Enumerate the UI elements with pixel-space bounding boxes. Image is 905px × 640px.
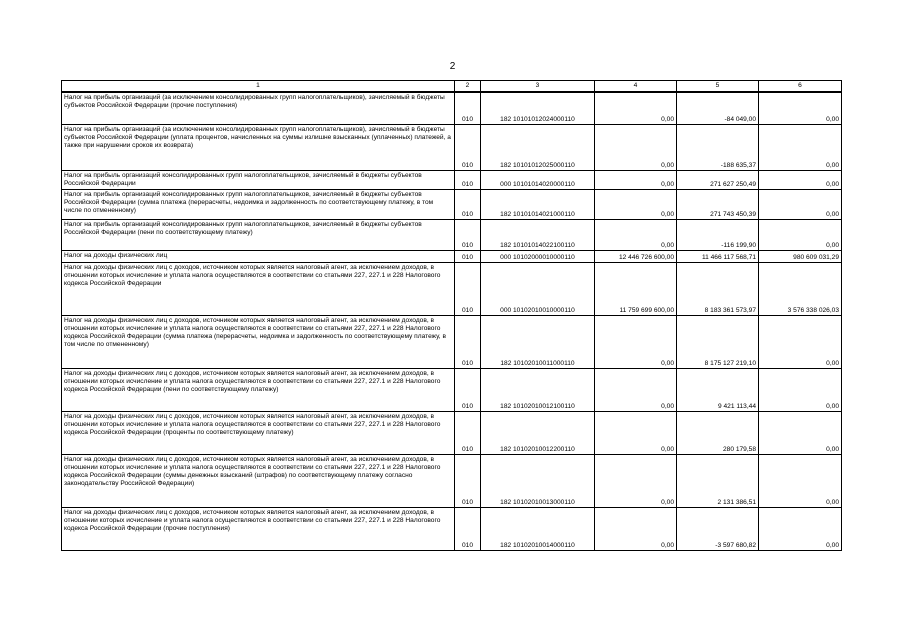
row-value-col4: 12 446 726 600,00 <box>595 250 677 262</box>
row-value-col4: 0,00 <box>595 219 677 250</box>
row-value-col5: 8 183 361 573,97 <box>677 262 759 315</box>
row-line-code: 010 <box>455 454 481 507</box>
column-header: 6 <box>759 81 842 93</box>
table-row <box>62 170 842 189</box>
row-value-col5: 8 175 127 219,10 <box>677 315 759 368</box>
row-value-col6: 3 576 338 026,03 <box>759 262 842 315</box>
column-header: 4 <box>595 81 677 93</box>
table-row <box>62 315 842 368</box>
row-name: Налог на прибыль организаций (за исключением консолидированных групп налогоплательщиков), зачисляемый в бюджеты субъектов Российской Федерации (уплата процентов, начисленных на суммы излишне взысканных (уплаченных) платежей, а также при нарушении сроков их возврата) <box>62 124 455 170</box>
row-budget-code: 000 10102000010000110 <box>481 250 595 262</box>
row-name: Налог на доходы физических лиц <box>62 250 455 262</box>
row-line-code: 010 <box>455 411 481 454</box>
row-budget-code: 182 10101012024000110 <box>481 92 595 124</box>
row-value-col4: 0,00 <box>595 92 677 124</box>
column-header: 3 <box>481 81 595 93</box>
row-line-code: 010 <box>455 124 481 170</box>
row-value-col5: 280 179,58 <box>677 411 759 454</box>
row-value-col6: 0,00 <box>759 92 842 124</box>
row-name: Налог на доходы физических лиц с доходов, источником которых является налоговый агент, за исключением доходов, в отношении которых исчисление и уплата налога осуществляются в соответствии со статьями 227, 227.1 и 228 Налогового кодекса Российской Федерации (пени по соответствующему платежу) <box>62 368 455 411</box>
table-row <box>62 507 842 550</box>
row-value-col4: 0,00 <box>595 454 677 507</box>
row-value-col5: 2 131 386,51 <box>677 454 759 507</box>
row-line-code: 010 <box>455 250 481 262</box>
row-value-col6: 0,00 <box>759 124 842 170</box>
table-row <box>62 368 842 411</box>
row-name: Налог на доходы физических лиц с доходов, источником которых является налоговый агент, за исключением доходов, в отношении которых исчисление и уплата налога осуществляются в соответствии со статьями 227, 227.1 и 228 Налогового кодекса Российской Федерации (сумма платежа (перерасчеты, недоимка и задолженность по соответствующему платежу, в том числе по отмененному) <box>62 315 455 368</box>
row-value-col6: 0,00 <box>759 411 842 454</box>
row-name: Налог на прибыль организаций консолидированных групп налогоплательщиков, зачисляемый в бюджеты субъектов Российской Федерации (пени по соответствующему платежу) <box>62 219 455 250</box>
column-header: 1 <box>62 81 455 93</box>
column-header: 5 <box>677 81 759 93</box>
table-row <box>62 262 842 315</box>
row-name: Налог на прибыль организаций консолидированных групп налогоплательщиков, зачисляемый в бюджеты субъектов Российской Федерации (сумма платежа (перерасчеты, недоимка и задолженность по соответствующему платежу, в том числе по отмененному) <box>62 189 455 219</box>
row-budget-code: 182 10101014021000110 <box>481 189 595 219</box>
row-budget-code: 182 10102010013000110 <box>481 454 595 507</box>
row-budget-code: 182 10101012025000110 <box>481 124 595 170</box>
row-value-col5: 271 627 250,49 <box>677 170 759 189</box>
table-row <box>62 454 842 507</box>
row-budget-code: 182 10102010012200110 <box>481 411 595 454</box>
row-value-col4: 0,00 <box>595 315 677 368</box>
row-name: Налог на доходы физических лиц с доходов, источником которых является налоговый агент, за исключением доходов, в отношении которых исчисление и уплата налога осуществляются в соответствии со статьями 227, 227.1 и 228 Налогового кодекса Российской Федерации (проценты по соответствующему платежу) <box>62 411 455 454</box>
table-row <box>62 219 842 250</box>
row-line-code: 010 <box>455 219 481 250</box>
table-row <box>62 250 842 262</box>
row-value-col6: 0,00 <box>759 189 842 219</box>
row-value-col5: -188 635,37 <box>677 124 759 170</box>
row-value-col5: -3 597 680,82 <box>677 507 759 550</box>
row-line-code: 010 <box>455 189 481 219</box>
row-budget-code: 182 10102010014000110 <box>481 507 595 550</box>
row-value-col5: -84 049,00 <box>677 92 759 124</box>
row-line-code: 010 <box>455 170 481 189</box>
table-row <box>62 189 842 219</box>
row-line-code: 010 <box>455 92 481 124</box>
header-row <box>62 81 842 93</box>
row-value-col6: 0,00 <box>759 454 842 507</box>
row-budget-code: 182 10102010012100110 <box>481 368 595 411</box>
row-value-col4: 0,00 <box>595 124 677 170</box>
row-value-col5: 11 466 117 568,71 <box>677 250 759 262</box>
row-value-col6: 0,00 <box>759 368 842 411</box>
row-value-col6: 0,00 <box>759 219 842 250</box>
row-budget-code: 182 10102010011000110 <box>481 315 595 368</box>
row-line-code: 010 <box>455 507 481 550</box>
row-value-col5: 9 421 113,44 <box>677 368 759 411</box>
revenue-table <box>61 80 842 551</box>
row-value-col4: 0,00 <box>595 368 677 411</box>
row-value-col4: 11 759 699 600,00 <box>595 262 677 315</box>
row-value-col5: 271 743 450,39 <box>677 189 759 219</box>
row-budget-code: 000 10101014020000110 <box>481 170 595 189</box>
row-value-col4: 0,00 <box>595 507 677 550</box>
row-name: Налог на доходы физических лиц с доходов, источником которых является налоговый агент, за исключением доходов, в отношении которых исчисление и уплата налога осуществляются в соответствии со статьями 227, 227.1 и 228 Налогового кодекса Российской Федерации <box>62 262 455 315</box>
row-line-code: 010 <box>455 368 481 411</box>
row-line-code: 010 <box>455 315 481 368</box>
row-value-col4: 0,00 <box>595 189 677 219</box>
row-value-col4: 0,00 <box>595 411 677 454</box>
row-value-col5: -116 199,90 <box>677 219 759 250</box>
table-row <box>62 92 842 124</box>
table-row <box>62 411 842 454</box>
row-line-code: 010 <box>455 262 481 315</box>
page-number: 2 <box>449 61 456 72</box>
table-row <box>62 124 842 170</box>
row-name: Налог на прибыль организаций консолидированных групп налогоплательщиков, зачисляемый в бюджеты субъектов Российской Федерации <box>62 170 455 189</box>
row-value-col6: 0,00 <box>759 170 842 189</box>
row-value-col6: 0,00 <box>759 315 842 368</box>
row-value-col4: 0,00 <box>595 170 677 189</box>
row-value-col6: 0,00 <box>759 507 842 550</box>
row-budget-code: 182 10101014022100110 <box>481 219 595 250</box>
column-header: 2 <box>455 81 481 93</box>
row-name: Налог на прибыль организаций (за исключением консолидированных групп налогоплательщиков), зачисляемый в бюджеты субъектов Российской Федерации (прочие поступления) <box>62 92 455 124</box>
row-name: Налог на доходы физических лиц с доходов, источником которых является налоговый агент, за исключением доходов, в отношении которых исчисление и уплата налога осуществляются в соответствии со статьями 227, 227.1 и 228 Налогового кодекса Российской Федерации (суммы денежных взысканий (штрафов) по соответствующему платежу согласно законодательству Российской Федерации) <box>62 454 455 507</box>
row-budget-code: 000 10102010010000110 <box>481 262 595 315</box>
row-value-col6: 980 609 031,29 <box>759 250 842 262</box>
row-name: Налог на доходы физических лиц с доходов, источником которых является налоговый агент, за исключением доходов, в отношении которых исчисление и уплата налога осуществляются в соответствии со статьями 227, 227.1 и 228 Налогового кодекса Российской Федерации (прочие поступления) <box>62 507 455 550</box>
